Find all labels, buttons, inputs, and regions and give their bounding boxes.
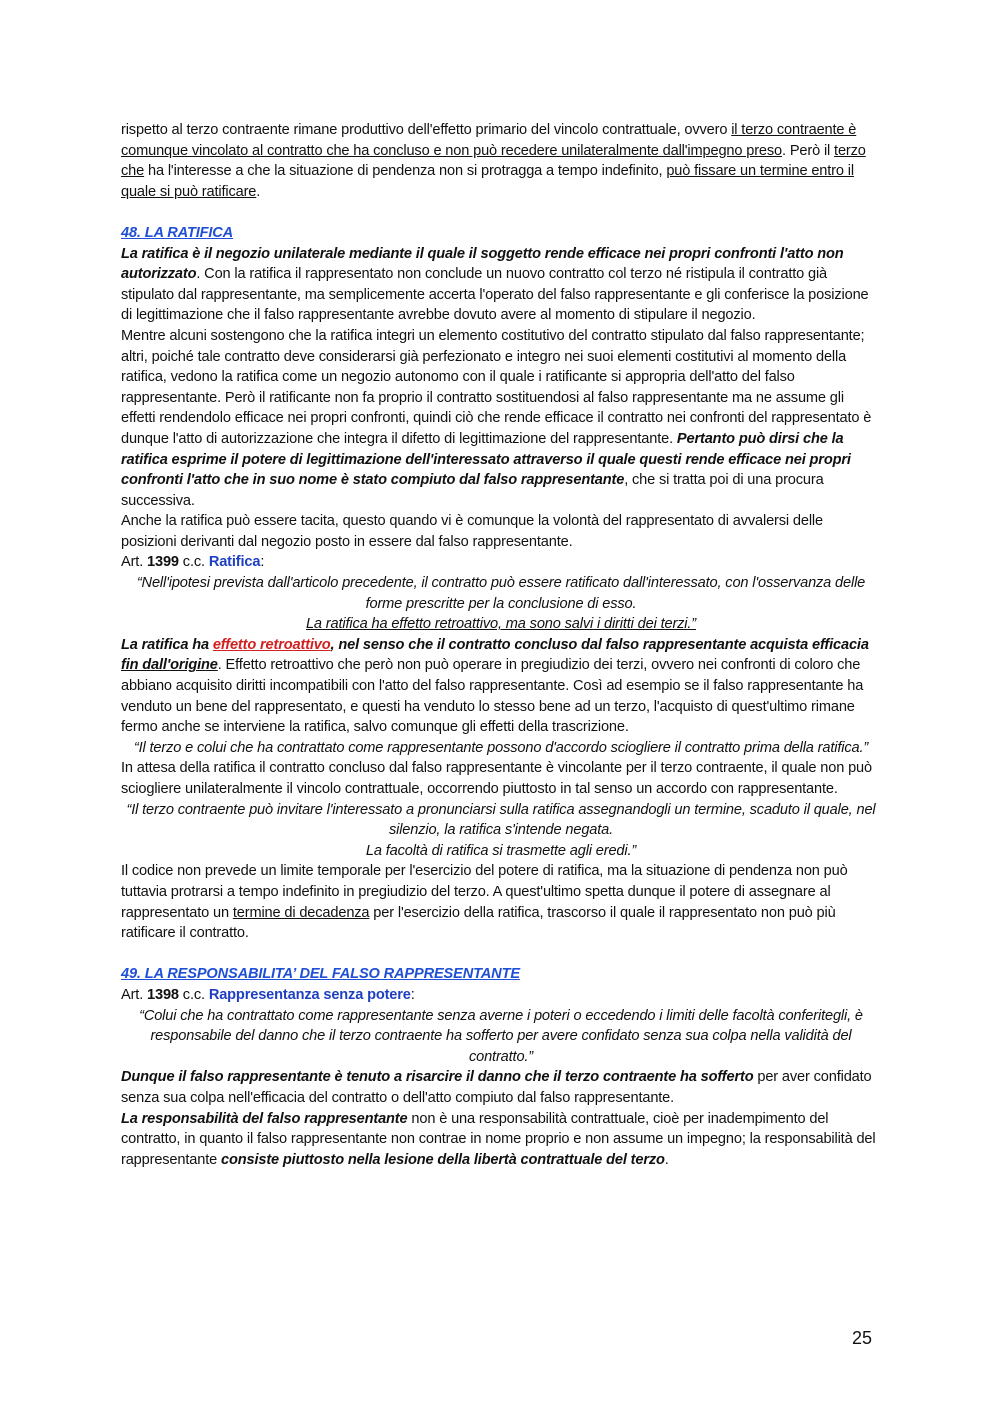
text: c.c. [178,986,209,1003]
underlined-bold-text: fin dall'origine [121,657,218,674]
retroactive-effect-paragraph [121,635,881,738]
spacer [121,944,881,965]
article-1398-quote: “Colui che ha contrattato come rappresentante senza averne i poteri o eccedendo i limiti delle facoltà conferitegli, è responsabile del danno che il terzo contraente ha sofferto per avere confidato senza sua colpa nella validità del contratto.” [139,1007,863,1065]
ratifica-theory-paragraph [121,326,881,511]
underlined-text: termine di decadenza [232,904,370,921]
section-heading-49: 49. LA RESPONSABILITA’ DEL FALSO RAPPRESENTANTE [121,966,520,983]
bold-italic-text: , nel senso che il contratto concluso dal falso rappresentante acquista efficacia [330,636,869,653]
underlined-quote: La ratifica ha effetto retroattivo, ma sono salvi i diritti dei terzi.” [305,616,697,633]
article-number: 1398 [147,986,179,1003]
invitation-quote: “Il terzo contraente può invitare l'interessato a pronunciarsi sulla ratifica assegnandogli un termine, scaduto il quale, nel silenzio, la ratifica s'intende negata. [126,801,876,839]
section-heading-48: 48. LA RATIFICA [121,224,234,241]
bold-italic-text: La responsabilità del falso rappresentante [121,1110,408,1127]
intro-paragraph [121,120,881,202]
text: : [260,554,265,571]
tacit-ratifica-paragraph: Anche la ratifica può essere tacita, questo quando vi è comunque la volontà del rappresentato di avvalersi delle posizioni derivanti dal negozio posto in essere dal falso rappresentante. [121,513,823,550]
page-number: 25 [852,1328,873,1348]
text: . Però il [782,142,835,159]
time-limit-paragraph [121,861,881,943]
text: . Effetto retroattivo che però non può operare in pregiudizio dei terzi, ovvero nei confronti di coloro che abbiano acquisito diritti incompatibili con l'atto del falso rappresentante. Così ad esempio se il falso rappresentante ha venduto un bene del rappresentato, e questi ha venduto lo stesso bene ad un terzo, l'acquisto di quest'ultimo rimane fermo anche se interviene la ratifica, salvo comunque gli effetti della trascrizione. [121,657,864,736]
dissolution-quote: “Il terzo e colui che ha contrattato come rappresentante possono d'accordo sciogliere il contratto prima della ratifica.” [133,739,869,756]
article-title: Ratifica [208,554,261,571]
bold-italic-text: La ratifica è il negozio unilaterale mediante il quale il soggetto rende efficace nei propri confronti l'atto non autorizzato [121,245,844,283]
red-highlight-text: effetto retroattivo [212,636,331,653]
text: per aver confidato senza sua colpa nell'efficacia del contratto o dell'atto compiuto dal falso rappresentante. [121,1069,872,1106]
invitation-quote-line2: La facoltà di ratifica si trasmette agli eredi.” [365,842,637,859]
text: Art. [121,554,148,571]
text: rispetto al terzo contraente rimane produttivo dell'effetto primario del vincolo contrattuale, ovvero [121,122,732,138]
bold-italic-text: consiste piuttosto nella lesione della libertà contrattuale del terzo [220,1151,665,1168]
document-page [121,120,881,1170]
text: . [664,1151,669,1168]
article-title: Rappresentanza senza potere [208,986,411,1003]
text: non è una responsabilità contrattuale, cioè per inadempimento del contratto, in quanto il falso rappresentante non contrae in nome proprio e non assume un impegno; la responsabilità del rappresentante [121,1110,876,1168]
article-1398-reference [121,985,881,1006]
article-1399-quote-line2 [121,614,881,635]
underlined-text: terzo che [121,142,866,180]
text: : [410,986,415,1003]
bold-italic-text: La ratifica ha [121,636,213,653]
text: ha l'interesse a che la situazione di pendenza non si protragga a tempo indefinito, [144,163,667,180]
text: Art. [121,986,148,1003]
pending-ratifica-paragraph: In attesa della ratifica il contratto concluso dal falso rappresentante è vincolante per il terzo contraente, il quale non può sciogliere unilateralmente il vincolo contrattuale, occorrendo piuttosto in tal senso un accordo con rappresentante. [121,760,872,797]
spacer [121,202,881,223]
text: , che si tratta poi di una procura successiva. [121,472,824,509]
text: Il codice non prevede un limite temporale per l'esercizio del potere di ratifica, ma la situazione di pendenza non può tuttavia protrarsi a tempo indefinito in pregiudizio del terzo. A quest'ultimo spetta dunque il potere di assegnare al rappresentato un [121,863,848,921]
underlined-text: può fissare un termine entro il quale si può ratificare [121,163,854,200]
bold-italic-text: Dunque il falso rappresentante è tenuto a risarcire il danno che il terzo contraente ha sofferto [121,1069,754,1086]
text: c.c. [178,554,209,571]
article-number: 1399 [147,554,179,571]
article-1399-quote: “Nell'ipotesi prevista dall'articolo precedente, il contratto può essere ratificato dall'interessato, con l'osservanza delle forme prescritte per la conclusione di esso. [136,575,866,612]
text: Mentre alcuni sostengono che la ratifica integri un elemento costitutivo del contratto stipulato dal falso rappresentante; altri, poiché tale contratto deve considerarsi già perfezionato e integro nei suoi elementi costitutivi al momento della ratifica, vedono la ratifica come un negozio autonomo con il quale i ratificante si appropria dell'atto del falso rappresentante. Però il ratificante non fa proprio il contratto sostituendosi al falso rappresentante ma ne assume gli effetti rendendolo efficace nei propri confronti, quindi ciò che rende efficace il contratto nei confronti del rappresentato è dunque l'atto di autorizzazione che integra il difetto di legittimazione del rappresentante. [121,327,872,447]
liability-paragraph [121,1109,881,1171]
underlined-text: il terzo contraente è comunque vincolato al contratto che ha concluso e non può recedere unilateralmente dall'impegno preso [121,122,857,159]
text: . Con la ratifica il rappresentato non conclude un nuovo contratto col terzo né ristipula il contratto già stipulato dal rappresentante, ma semplicemente accerta l'operato del falso rappresentante e gli conferisce la posizione di legittimazione che il falso rappresentante avrebbe dovuto avere al momento di stipulare il negozio. [121,266,869,324]
article-1399-reference [121,552,881,573]
text: per l'esercizio della ratifica, trascorso il quale il rappresentato non può più ratificare il contratto. [121,904,836,942]
text: . [256,183,261,200]
bold-italic-text: Pertanto può dirsi che la ratifica esprime il potere di legittimazione dell'interessato attraverso il quale questi rende efficace nei propri confronti l'atto che in suo nome è stato compiuto dal falso rappresentante [121,430,851,489]
damages-paragraph [121,1067,881,1108]
ratifica-definition-paragraph [121,244,881,326]
